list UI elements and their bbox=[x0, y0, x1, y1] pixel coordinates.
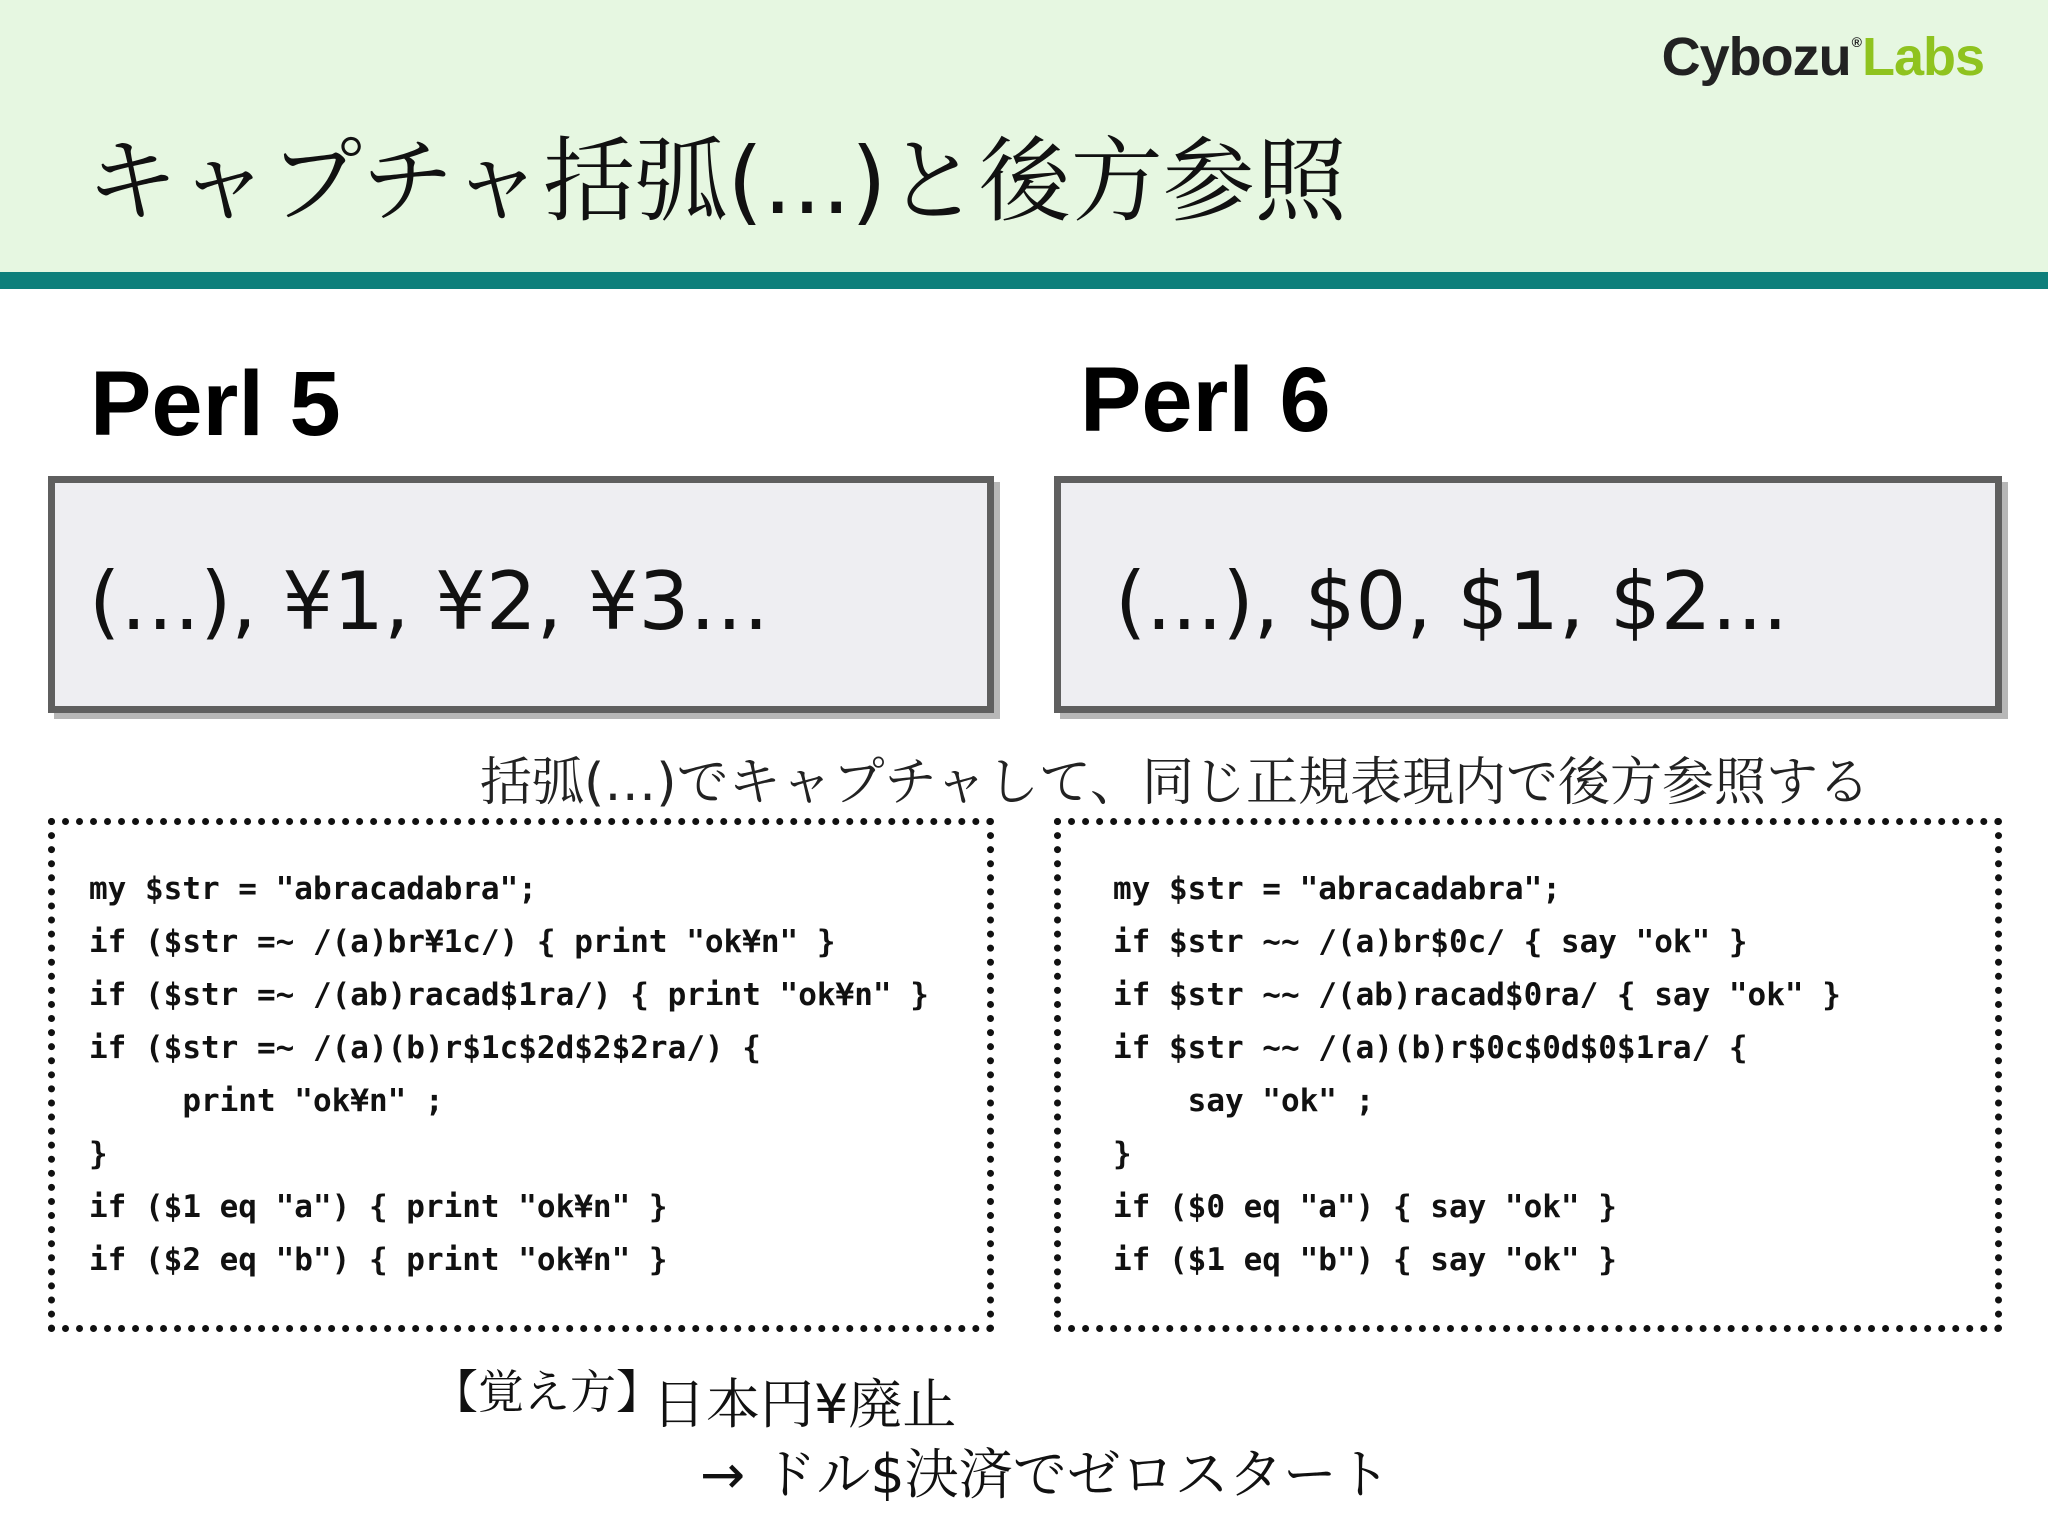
perl6-code-listing bbox=[1113, 863, 1841, 1287]
code-line: if ($2 eq "b") { print "ok¥n" } bbox=[89, 1242, 668, 1278]
arrow-right-icon: → bbox=[700, 1443, 746, 1506]
perl5-syntax-text: (…), ¥1, ¥2, ¥3… bbox=[89, 555, 770, 648]
memo-line2 bbox=[700, 1432, 1391, 1509]
perl5-code-listing bbox=[89, 863, 929, 1287]
code-line: if $str ~~ /(ab)racad$0ra/ { say "ok" } bbox=[1113, 977, 1841, 1013]
code-line: if ($1 eq "a") { print "ok¥n" } bbox=[89, 1189, 668, 1225]
perl6-syntax-box bbox=[1054, 476, 2002, 713]
header-divider bbox=[0, 272, 2048, 289]
code-line: my $str = "abracadabra"; bbox=[1113, 871, 1561, 907]
memo-line1: 日本円¥廃止 bbox=[652, 1373, 957, 1436]
cybozu-labs-logo: Cybozu®Labs bbox=[1661, 27, 1984, 87]
slide-title: キャプチャ括弧(...)と後方参照 bbox=[86, 128, 1347, 235]
code-line: if ($str =~ /(a)(b)r$1c$2d$2$2ra/) { bbox=[89, 1030, 761, 1066]
code-line: print "ok¥n" ; bbox=[89, 1083, 444, 1119]
code-line: } bbox=[1113, 1136, 1132, 1172]
perl5-code-box bbox=[48, 818, 994, 1332]
code-line: say "ok" ; bbox=[1113, 1083, 1375, 1119]
code-line: if $str ~~ /(a)br$0c/ { say "ok" } bbox=[1113, 924, 1748, 960]
code-line: if $str ~~ /(a)(b)r$0c$0d$0$1ra/ { bbox=[1113, 1030, 1748, 1066]
memo-label: 【覚え方】 bbox=[432, 1365, 662, 1419]
perl5-heading: Perl 5 bbox=[90, 353, 341, 455]
code-line: my $str = "abracadabra"; bbox=[89, 871, 537, 907]
perl5-syntax-box bbox=[48, 476, 994, 713]
perl6-code-box bbox=[1054, 818, 2002, 1332]
code-line: if ($0 eq "a") { say "ok" } bbox=[1113, 1189, 1617, 1225]
code-line: if ($1 eq "b") { say "ok" } bbox=[1113, 1242, 1617, 1278]
caption-text: 括弧(…)でキャプチャして、同じ正規表現内で後方参照する bbox=[480, 753, 1870, 813]
perl6-syntax-text: (...), $0, $1, $2... bbox=[1115, 555, 1788, 648]
slide-header bbox=[0, 0, 2048, 272]
code-line: } bbox=[89, 1136, 108, 1172]
code-line: if ($str =~ /(a)br¥1c/) { print "ok¥n" } bbox=[89, 924, 836, 960]
code-line: if ($str =~ /(ab)racad$1ra/) { print "ok¥n" } bbox=[89, 977, 929, 1013]
perl6-heading: Perl 6 bbox=[1080, 349, 1331, 451]
memo-line2-text: ドル$決済でゼロスタート bbox=[762, 1443, 1391, 1506]
